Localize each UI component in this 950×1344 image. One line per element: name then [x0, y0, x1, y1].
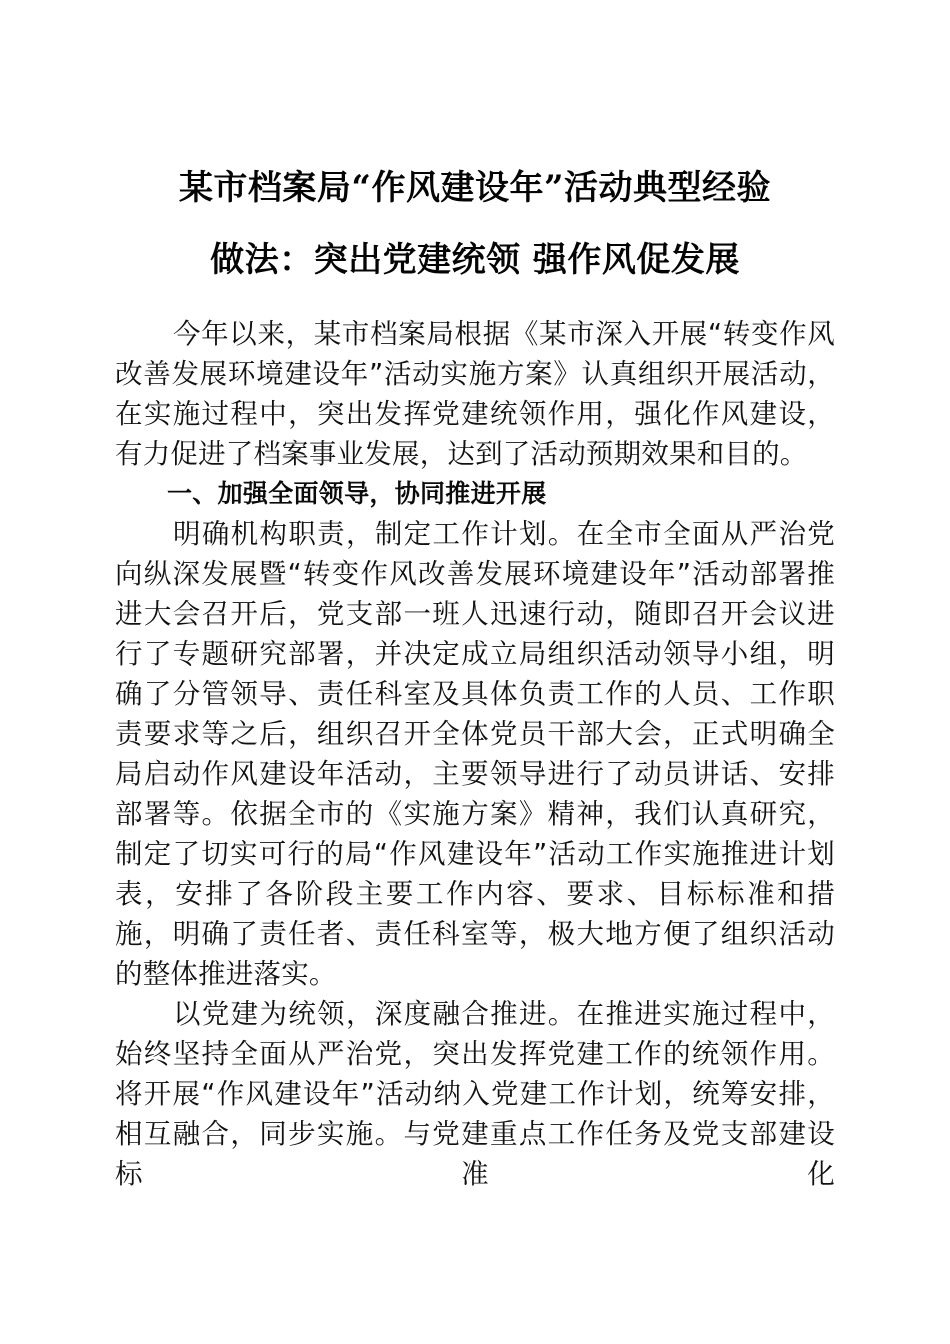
page-title [115, 0, 835, 296]
document-body [115, 0, 835, 1194]
page-title-line-2: 做法：突出党建统领 强作风促发展 [210, 240, 740, 280]
paragraph-section-1-2: 以党建为统领，深度融合推进。在推进实施过程中，始终坚持全面从严治党，突出发挥党建工作的统领作用。将开展“作风建设年”活动纳入党建工作计划，统筹安排，相互融合，同步实施。与党建重点工作任务及党支部建设标准化 [115, 998, 835, 1190]
paragraph-section-1-1: 明确机构职责，制定工作计划。在全市全面从严治党向纵深发展暨“转变作风改善发展环境建设年”活动部署推进大会召开后，党支部一班人迅速行动，随即召开会议进行了专题研究部署，并决定成立局组织活动领导小组，明确了分管领导、责任科室及具体负责工作的人员、工作职责要求等之后，组织召开全体党员干部大会，正式明确全局启动作风建设年活动，主要领导进行了动员讲话、安排部署等。依据全市的《实施方案》精神，我们认真研究，制定了切实可行的局“作风建设年”活动工作实施推进计划表，安排了各阶段主要工作内容、要求、目标标准和措施，明确了责任者、责任科室等，极大地方便了组织活动的整体推进落实。 [115, 518, 835, 990]
paragraph-intro: 今年以来，某市档案局根据《某市深入开展“转变作风改善发展环境建设年”活动实施方案》认真组织开展活动，在实施过程中，突出发挥党建统领作用，强化作风建设，有力促进了档案事业发展，达到了活动预期效果和目的。 [115, 318, 835, 470]
page-title-line-1: 某市档案局“作风建设年”活动典型经验 [178, 168, 772, 208]
section-heading-1: 一、加强全面领导，协同推进开展 [167, 480, 547, 508]
